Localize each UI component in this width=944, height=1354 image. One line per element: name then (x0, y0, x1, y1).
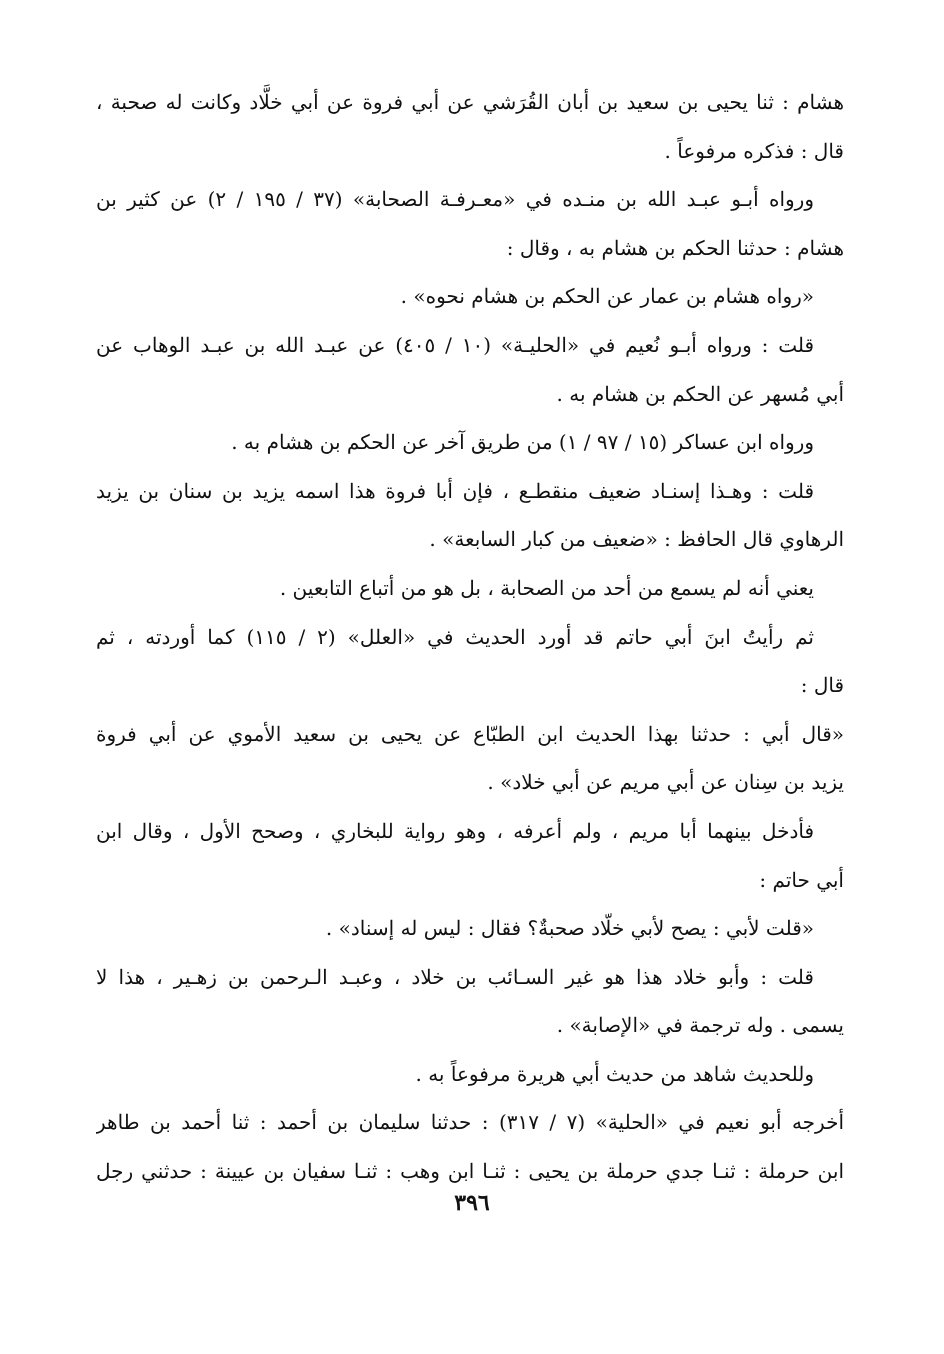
quote-line: «رواه هشام بن عمار عن الحكم بن هشام نحوه» . (400, 284, 814, 309)
text-line: أبي مُسهر عن الحكم بن هشام به . (556, 381, 844, 406)
text-line: قلت : ورواه أبـو نُعيم في «الحليـة» (١٠ / ٤٠٥) عن عبـد الله بن عبـد الوهاب عن (96, 332, 815, 357)
text-line: قلت : وأبو خلاد هذا هو غير السـائب بن خلاد ، وعبـد الـرحمن بن زهـير ، هذا لا (96, 964, 814, 989)
page-number: ٣٩٦ (454, 1190, 490, 1216)
text-line: أخرجه أبو نعيم في «الحلية» (٧ / ٣١٧) : حدثنا سليمان بن أحمد : ثنا أحمد بن طاهر (96, 1110, 844, 1135)
text-line: قال : (800, 673, 844, 698)
text-line: قلت : وهـذا إسنـاد ضعيف منقطـع ، فإن أبا فروة هذا اسمه يزيد بن سنان بن يزيد (96, 478, 814, 503)
text-line: وللحديث شاهد من حديث أبي هريرة مرفوعاً به . (415, 1061, 814, 1086)
body-text (96, 78, 844, 1196)
quote-line: «قال أبي : حدثنا بهذا الحديث ابن الطبّاع عن يحيى بن سعيد الأموي عن أبي فروة (96, 721, 844, 746)
text-line: هشام : حدثنا الحكم بن هشام به ، وقال : (506, 235, 844, 260)
text-line: قال : فذكره مرفوعاً . (664, 138, 844, 163)
text-line: الرهاوي قال الحافظ : «ضعيف من كبار السابعة» . (429, 527, 844, 552)
quote-line: يزيد بن سِنان عن أبي مريم عن أبي خلاد» . (487, 770, 844, 795)
text-line: ثم رأيتُ ابنَ أبي حاتم قد أورد الحديث في «العلل» (٢ / ١١٥) كما أوردته ، ثم (96, 624, 814, 649)
text-line: ورواه أبـو عبـد الله بن منـده في «معـرفـة الصحابة» (٣٧ / ١٩٥ / ٢) عن كثير بن (96, 187, 814, 212)
text-line: ابن حرملة : ثنـا جدي حرملة بن يحيى : ثنـا ابن وهب : ثنـا سفيان بن عيينة : حدثني رجل (96, 1159, 844, 1184)
text-line: ورواه ابن عساكر (١٥ / ٩٧ / ١) من طريق آخر عن الحكم بن هشام به . (231, 430, 814, 455)
text-line: يعني أنه لم يسمع من أحد من الصحابة ، بل هو من أتباع التابعين . (279, 575, 814, 600)
text-line: هشام : ثنا يحيى بن سعيد بن أبان القُرَشي عن أبي فروة عن أبي خلَّاد وكانت له صحبة ، (96, 90, 844, 114)
text-line: فأدخل بينهما أبا مريم ، ولم أعرفه ، وهو رواية للبخاري ، وصحح الأول ، وقال ابن (96, 818, 814, 843)
text-line: أبي حاتم : (759, 867, 844, 892)
quote-line: «قلت لأبي : يصح لأبي خلّاد صحبةٌ؟ فقال : ليس له إسناد» . (325, 916, 814, 941)
text-line: يسمى . وله ترجمة في «الإصابة» . (556, 1013, 844, 1038)
